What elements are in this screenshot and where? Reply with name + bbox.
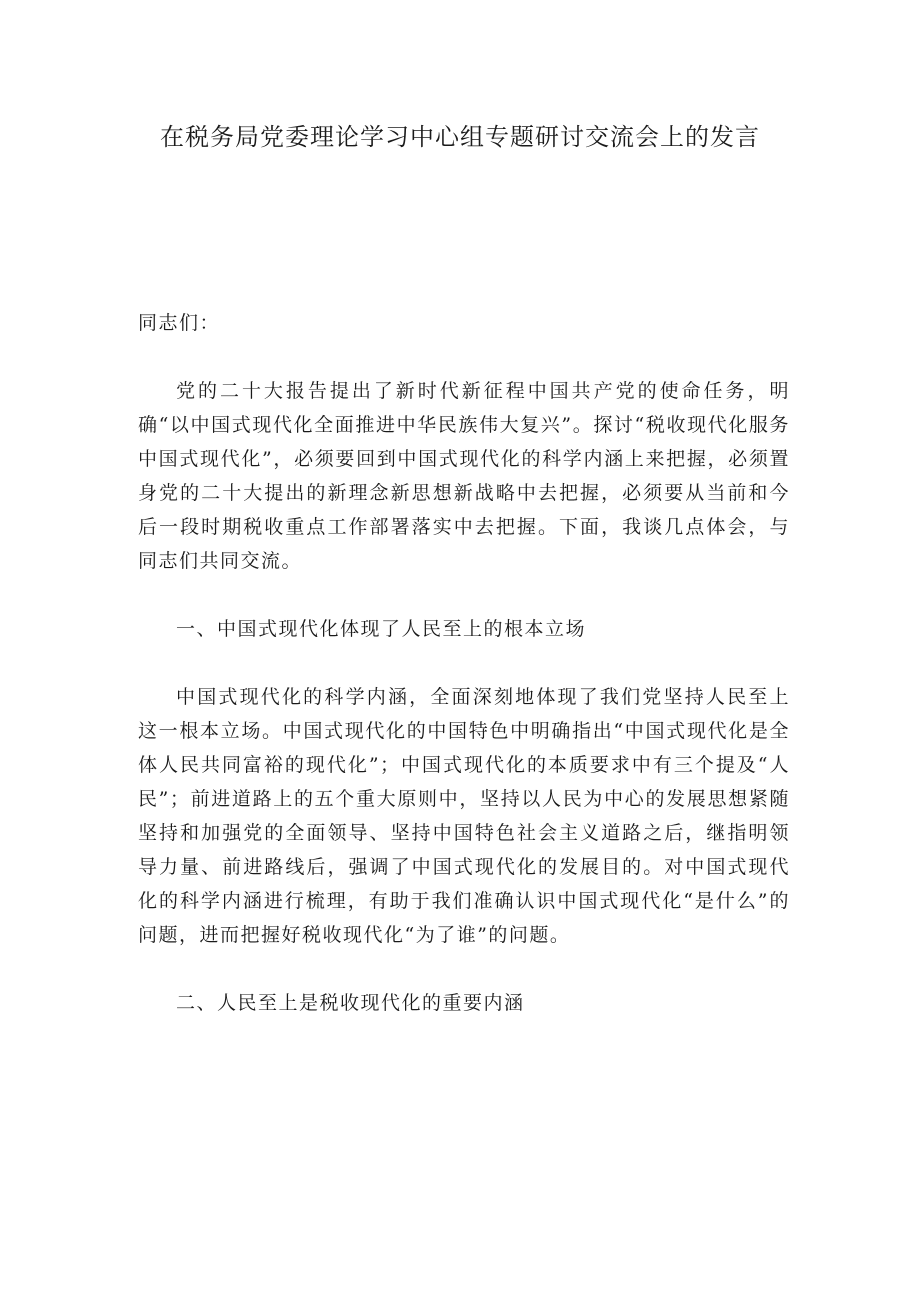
section-heading-1: 一、中国式现代化体现了人民至上的根本立场 [176,618,587,640]
document-title: 在税务局党委理论学习中心组专题研讨交流会上的发言 [160,123,760,151]
document-body [138,306,790,1054]
section-1-paragraph: 中国式现代化的科学内涵，全面深刻地体现了我们党坚持人民至上这一根本立场。中国式现代化的中国特色中明确指出“中国式现代化是全体人民共同富裕的现代化”；中国式现代化的本质要求中有三个提及“人民”；前进道路上的五个重大原则中，坚持以人民为中心的发展思想紧随坚持和加强党的全面领导、坚持中国特色社会主义道路之后，继指明领导力量、前进路线后，强调了中国式现代化的发展目的。对中国式现代化的科学内涵进行梳理，有助于我们准确认识中国式现代化“是什么”的问题，进而把握好税收现代化“为了谁”的问题。 [138,686,790,946]
section-heading-2: 二、人民至上是税收现代化的重要内涵 [176,992,525,1014]
intro-paragraph: 党的二十大报告提出了新时代新征程中国共产党的使命任务，明确“以中国式现代化全面推进中华民族伟大复兴”。探讨“税收现代化服务中国式现代化”，必须要回到中国式现代化的科学内涵上来把握，必须置身党的二十大提出的新理念新思想新战略中去把握，必须要从当前和今后一段时期税收重点工作部署落实中去把握。下面，我谈几点体会，与同志们共同交流。 [138,380,790,572]
salutation: 同志们： [138,312,221,334]
